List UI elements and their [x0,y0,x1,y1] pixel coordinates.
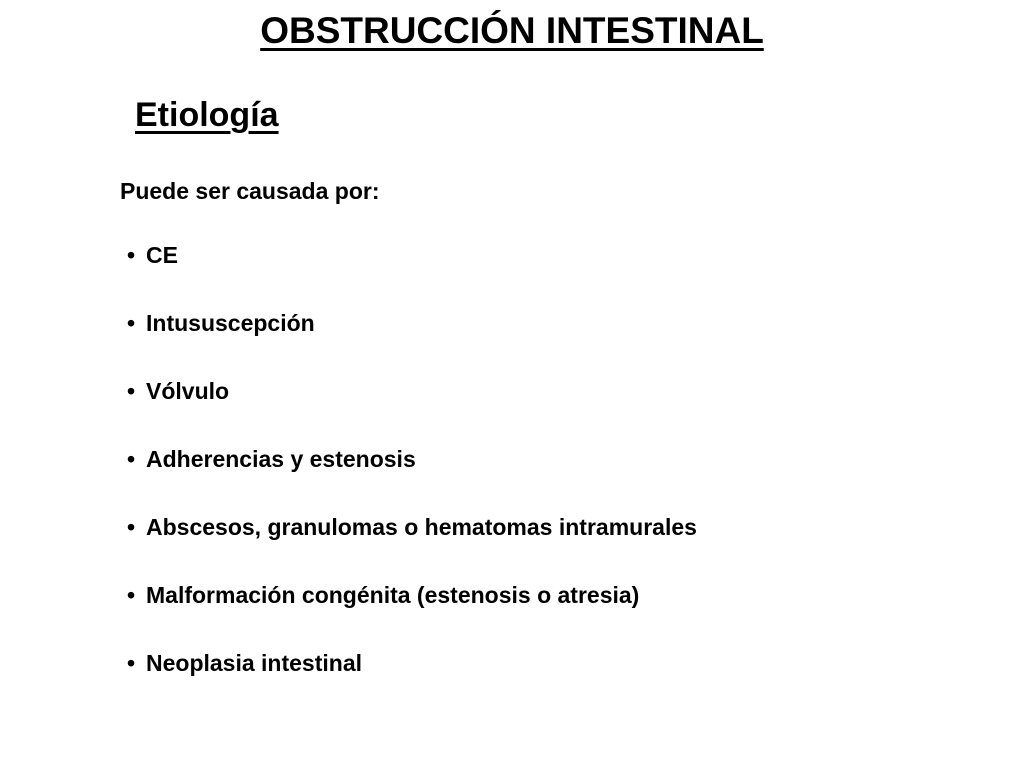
bullet-icon: • [127,650,136,676]
list-item-label: Malformación congénita (estenosis o atresia) [146,582,640,608]
list-item [127,239,697,307]
list-item [127,307,697,375]
bullet-icon: • [127,582,136,608]
list-item [127,375,697,443]
list-item-label: Abscesos, granulomas o hematomas intramurales [146,514,697,540]
list-item-label: Neoplasia intestinal [146,650,363,676]
list-item-label: Vólvulo [146,378,230,404]
list-item-label: Intususcepción [146,310,315,336]
list-item [127,579,697,647]
list-item [127,647,697,715]
bullet-icon: • [127,378,136,404]
list-item [127,443,697,511]
intro-text: Puede ser causada por: [120,178,380,204]
bullet-icon: • [127,446,136,472]
list-item-label: Adherencias y estenosis [146,446,416,472]
list-item-label: CE [146,242,178,268]
slide-title [0,9,1024,53]
bullet-icon: • [127,310,136,336]
slide-title-text: OBSTRUCCIÓN INTESTINAL [260,10,764,51]
section-heading: Etiología [135,96,279,134]
bullet-icon: • [127,514,136,540]
list-item [127,511,697,579]
bullet-icon: • [127,242,136,268]
cause-list [127,239,697,715]
